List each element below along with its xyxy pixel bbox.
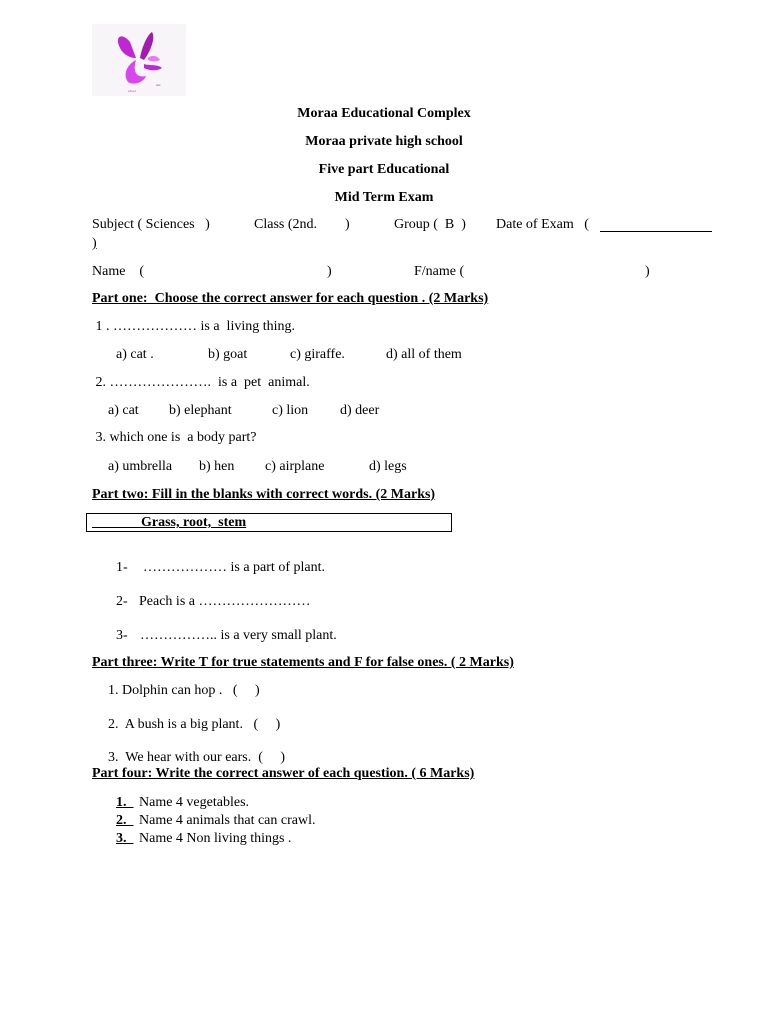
fill-item-2-number: 2-	[116, 594, 128, 609]
q4-item-1-text: Name 4 vegetables.	[139, 795, 250, 810]
part-two-heading: Part two: Fill in the blanks with correct words. (2 Marks)	[92, 487, 436, 502]
q4-item-2-number: 2.	[116, 813, 134, 828]
date-blank-line	[600, 231, 712, 232]
fill-item-2-text: Peach is a ……………………	[139, 594, 311, 609]
q4-item-3-text: Name 4 Non living things .	[139, 831, 292, 846]
q1-option-c: c) giraffe.	[290, 347, 345, 362]
q1-option-b: b) goat	[208, 347, 248, 362]
group-field: Group ( B )	[394, 217, 466, 232]
tf-item-1: 1. Dolphin can hop . ( )	[108, 683, 260, 698]
tf-item-3: 3. We hear with our ears. ( )	[108, 750, 286, 765]
q2-option-a: a) cat	[108, 403, 139, 418]
q3-option-b: b) hen	[199, 459, 235, 474]
q3-option-a: a) umbrella	[108, 459, 173, 474]
q4-item-3-number: 3.	[116, 831, 134, 846]
flower-logo-icon	[92, 24, 186, 96]
question-2: 2. …………………. is a pet animal.	[92, 375, 310, 390]
subject-field: Subject ( Sciences )	[92, 217, 210, 232]
date-field-label: Date of Exam (	[496, 217, 589, 232]
fname-field-label: F/name (	[414, 264, 465, 279]
exam-title: Mid Term Exam	[334, 190, 434, 205]
q2-option-b: b) elephant	[169, 403, 232, 418]
school-logo	[92, 24, 186, 96]
name-field-close: )	[327, 264, 332, 279]
word-bank-text: _______Grass, root, stem	[92, 515, 247, 530]
school-name: Moraa private high school	[305, 134, 463, 149]
fname-field-close: )	[645, 264, 650, 279]
part-four-heading: Part four: Write the correct answer of each question. ( 6 Marks)	[92, 766, 475, 781]
q1-option-a: a) cat .	[116, 347, 154, 362]
fill-item-1-number: 1-	[116, 560, 128, 575]
class-field: Class (2nd. )	[254, 217, 350, 232]
q4-item-1-number: 1.	[116, 795, 134, 810]
date-field-close: )	[92, 236, 97, 251]
name-field-label: Name (	[92, 264, 145, 279]
svg-text:text: text	[156, 83, 161, 87]
tf-item-2: 2. A bush is a big plant. ( )	[108, 717, 281, 732]
fill-item-3-text: …………….. is a very small plant.	[140, 628, 337, 643]
q4-item-2-text: Name 4 animals that can crawl.	[139, 813, 316, 828]
q2-option-d: d) deer	[340, 403, 380, 418]
question-1: 1 . ……………… is a living thing.	[92, 319, 295, 334]
institution-title: Moraa Educational Complex	[297, 106, 471, 121]
program-name: Five part Educational	[318, 162, 450, 177]
fill-item-1-text: ……………… is a part of plant.	[143, 560, 325, 575]
q1-option-d: d) all of them	[386, 347, 462, 362]
question-3: 3. which one is a body part?	[92, 430, 257, 445]
q3-option-d: d) legs	[369, 459, 407, 474]
part-three-heading: Part three: Write T for true statements and F for false ones. ( 2 Marks)	[92, 655, 514, 670]
q3-option-c: c) airplane	[265, 459, 325, 474]
q2-option-c: c) lion	[272, 403, 309, 418]
svg-text:school: school	[128, 89, 136, 93]
part-one-heading: Part one: Choose the correct answer for each question . (2 Marks)	[92, 291, 489, 306]
fill-item-3-number: 3-	[116, 628, 128, 643]
